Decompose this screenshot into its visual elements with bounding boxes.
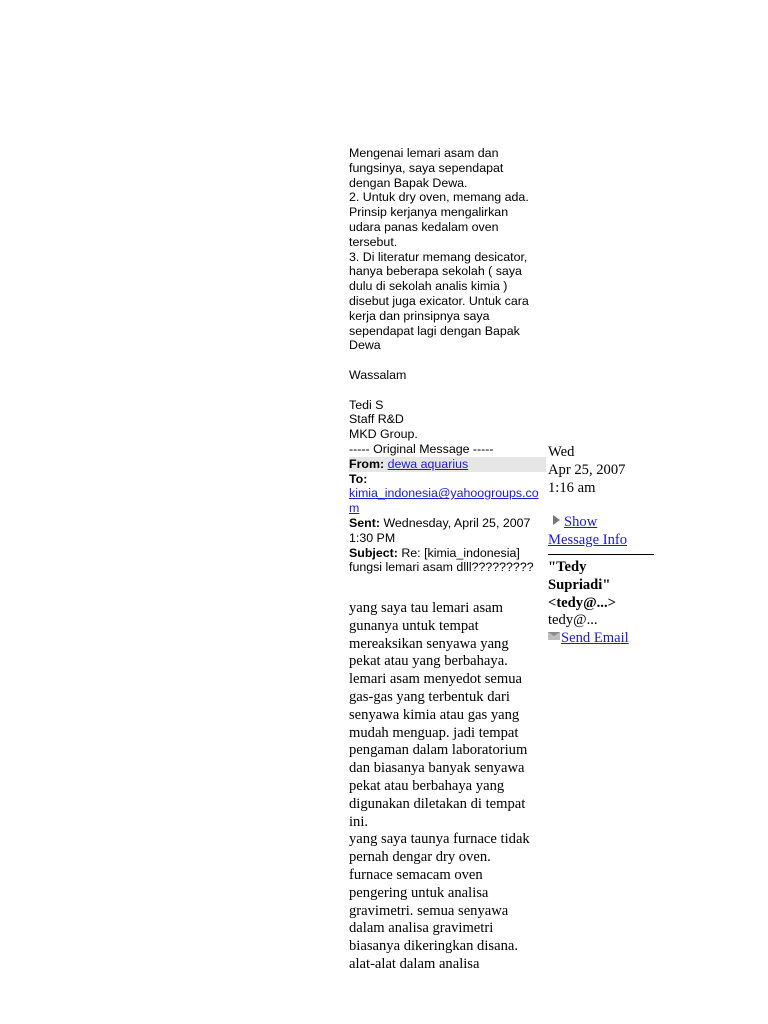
sender-name-line1: "Tedy <box>548 558 587 575</box>
show-message-info-link[interactable] <box>548 514 656 550</box>
signature <box>349 398 549 442</box>
reply-line: alat-alat dalam analisa <box>349 955 480 972</box>
intro-line: 3. Di literatur memang desicator, <box>349 249 528 264</box>
message-sidebar <box>548 444 656 648</box>
reply-line: pekat atau berbahaya yang <box>349 777 505 794</box>
reply-line: pekat atau yang berbahaya. <box>349 653 508 670</box>
from-label: From: <box>349 456 385 471</box>
reply-line: senyawa kimia atau gas yang <box>349 706 520 723</box>
sender-name-line2: Supriadi" <box>548 576 611 593</box>
reply-line: gravimetri. semua senyawa <box>349 902 509 919</box>
reply-line: dan biasanya banyak senyawa <box>349 760 525 777</box>
reply-line: biasanya dikeringkan disana. <box>349 938 518 955</box>
reply-body <box>349 600 549 974</box>
from-row <box>349 457 546 472</box>
original-message-divider: ----- Original Message ----- <box>349 441 494 456</box>
envelope-icon <box>548 632 560 640</box>
signature-line: Staff R&D <box>349 412 404 427</box>
sender-email: tedy@... <box>548 612 598 629</box>
reply-line: pengaman dalam laboratorium <box>349 742 528 759</box>
intro-line: dulu di sekolah analis kimia ) <box>349 279 508 294</box>
intro-line: Prinsip kerjanya mengalirkan <box>349 205 509 220</box>
message-date: Apr 25, 2007 <box>548 461 626 478</box>
message-intro <box>349 146 549 353</box>
reply-line: yang saya taunya furnace tidak <box>349 831 530 848</box>
intro-line: dengan Bapak Dewa. <box>349 175 468 190</box>
sender-email-bracket: <tedy@...> <box>548 594 616 611</box>
reply-line: dalam analisa gravimetri <box>349 920 494 937</box>
divider <box>548 554 654 555</box>
intro-line: Dewa <box>349 338 381 353</box>
subject-label: Subject: <box>349 545 398 560</box>
intro-line: kerja dan prinsipnya saya <box>349 308 490 323</box>
sent-label: Sent: <box>349 515 380 530</box>
triangle-right-icon <box>553 515 560 525</box>
intro-line: 2. Untuk dry oven, memang ada. <box>349 190 529 205</box>
reply-line: pernah dengar dry oven. <box>349 849 491 866</box>
signature-line: Tedi S <box>349 397 384 412</box>
reply-line: mudah menguap. jadi tempat <box>349 724 519 741</box>
intro-line: hanya beberapa sekolah ( saya <box>349 264 522 279</box>
reply-line: pengering untuk analisa <box>349 884 489 901</box>
sent-value: Wednesday, April 25, 2007 1:30 PM <box>349 515 531 545</box>
reply-line: lemari asam menyedot semua <box>349 671 523 688</box>
reply-line: furnace semacam oven <box>349 866 483 883</box>
to-row <box>349 472 549 487</box>
subject-row <box>349 546 549 576</box>
to-value-row <box>349 486 547 516</box>
to-email-link[interactable]: kimia_indonesia@yahoogroups.com <box>349 486 539 516</box>
show-info-link-line2[interactable]: Message Info <box>548 532 628 549</box>
message-day: Wed <box>548 444 575 460</box>
intro-line: Mengenai lemari asam dan <box>349 146 499 160</box>
show-info-link-line1[interactable]: Show <box>564 514 598 531</box>
message-column <box>349 146 549 575</box>
intro-line: sependapat lagi dengan Bapak <box>349 323 520 338</box>
subject-value: Re: [kimia_indonesia] fungsi lemari asam dlll????????? <box>349 545 534 575</box>
from-link[interactable]: dewa aquarius <box>387 456 469 471</box>
send-email-link[interactable]: Send Email <box>561 630 629 647</box>
intro-line: tersebut. <box>349 234 398 249</box>
send-email-row[interactable] <box>548 630 656 648</box>
intro-line: udara panas kedalam oven <box>349 219 499 234</box>
intro-line: fungsinya, saya sependapat <box>349 160 504 175</box>
reply-line: ini. <box>349 813 369 830</box>
reply-line: yang saya tau lemari asam <box>349 600 503 616</box>
reply-line: gas-gas yang terbentuk dari <box>349 688 510 705</box>
intro-line: disebut juga exicator. Untuk cara <box>349 293 529 308</box>
message-time: 1:16 am <box>548 479 596 496</box>
reply-line: gunanya untuk tempat <box>349 617 479 634</box>
sent-row <box>349 516 549 546</box>
closing-text: Wassalam <box>349 367 407 382</box>
to-label: To: <box>349 471 368 486</box>
signature-line: MKD Group. <box>349 427 418 442</box>
reply-line: mereaksikan senyawa yang <box>349 635 509 652</box>
reply-line: digunakan diletakan di tempat <box>349 795 526 812</box>
